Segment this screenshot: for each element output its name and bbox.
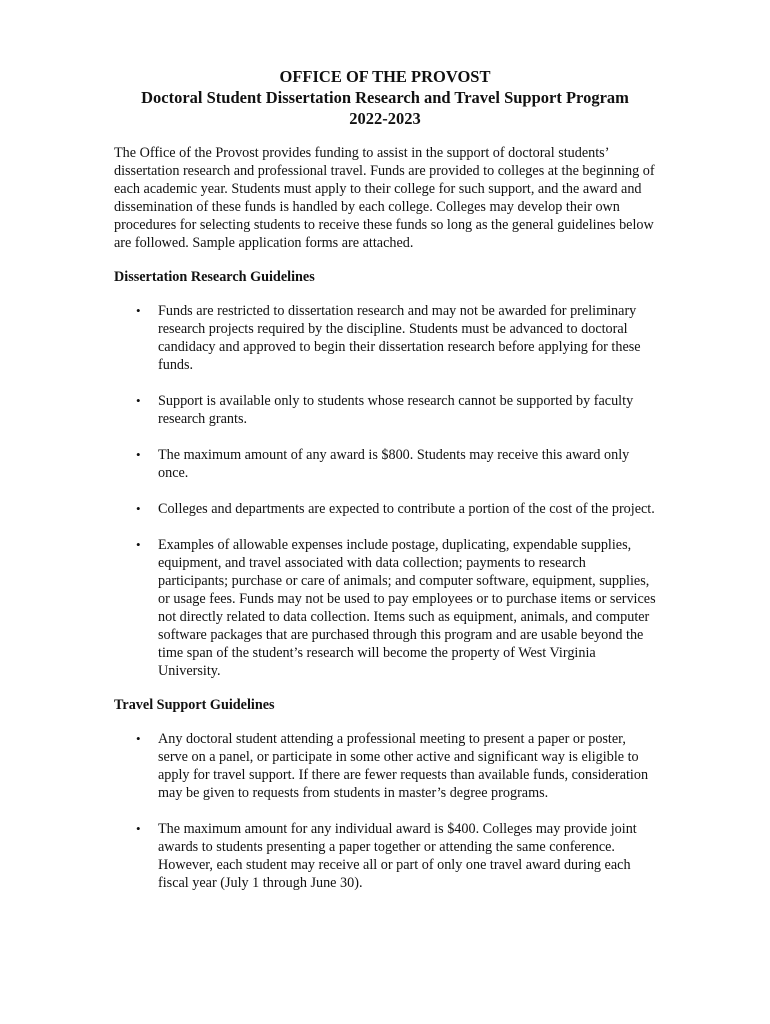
list-item-text: Colleges and departments are expected to contribute a portion of the cost of the project. bbox=[158, 501, 655, 517]
list-item bbox=[114, 446, 656, 482]
bullet-icon: • bbox=[136, 537, 141, 552]
list-item bbox=[114, 536, 656, 680]
list-item bbox=[114, 820, 656, 892]
bullet-icon: • bbox=[136, 303, 141, 318]
travel-guidelines-heading: Travel Support Guidelines bbox=[114, 697, 275, 713]
list-item bbox=[114, 392, 656, 428]
list-item-text: Examples of allowable expenses include postage, duplicating, expendable supplies, equipment, and travel associated with data collection; payments to research participants; purchase or care of animals; and computer software, equipment, supplies, or usage fees. Funds may not be used to pay employees or to purchase items or services not directly related to data collection. Items such as equipment, animals, and computer software packages that are purchased through this program and are usable beyond the time span of the student’s research will become the property of West Virginia University. bbox=[158, 537, 656, 679]
list-item-text: Support is available only to students whose research cannot be supported by faculty research grants. bbox=[158, 393, 634, 427]
intro-paragraph: The Office of the Provost provides funding to assist in the support of doctoral students’ dissertation research and professional travel. Funds are provided to colleges at the beginning of each academic year. Students must apply to their college for such support, and the award and dissemination of these funds is handled by each college. Colleges may develop their own procedures for selecting students to receive these funds so long as the general guidelines below are followed. Sample application forms are attached. bbox=[114, 145, 655, 251]
list-item-text: Funds are restricted to dissertation research and may not be awarded for preliminary research projects required by the discipline. Students must be advanced to doctoral candidacy and approved to begin their dissertation research before applying for these funds. bbox=[158, 303, 641, 373]
office-title: OFFICE OF THE PROVOST bbox=[279, 67, 491, 86]
bullet-icon: • bbox=[136, 393, 141, 408]
list-item bbox=[114, 500, 656, 518]
document-page bbox=[114, 66, 656, 892]
program-title: Doctoral Student Dissertation Research and Travel Support Program bbox=[141, 88, 629, 107]
bullet-icon: • bbox=[136, 501, 141, 516]
bullet-icon: • bbox=[136, 731, 141, 746]
travel-guidelines-list bbox=[114, 730, 656, 892]
list-item bbox=[114, 730, 656, 802]
list-item-text: The maximum amount of any award is $800. Students may receive this award only once. bbox=[158, 447, 630, 481]
list-item-text: Any doctoral student attending a professional meeting to present a paper or poster, serve on a panel, or participate in some other active and significant way is eligible to apply for travel support. If there are fewer requests than available funds, consideration may be given to requests from students in master’s degree programs. bbox=[158, 731, 649, 801]
research-guidelines-heading: Dissertation Research Guidelines bbox=[114, 269, 315, 285]
bullet-icon: • bbox=[136, 821, 141, 836]
list-item bbox=[114, 302, 656, 374]
bullet-icon: • bbox=[136, 447, 141, 462]
research-guidelines-list bbox=[114, 302, 656, 680]
list-item-text: The maximum amount for any individual award is $400. Colleges may provide joint awards to students presenting a paper together or attending the same conference. However, each student may receive all or part of only one travel award during each fiscal year (July 1 through June 30). bbox=[158, 821, 637, 891]
document-title bbox=[114, 66, 656, 129]
program-year: 2022-2023 bbox=[349, 109, 421, 128]
